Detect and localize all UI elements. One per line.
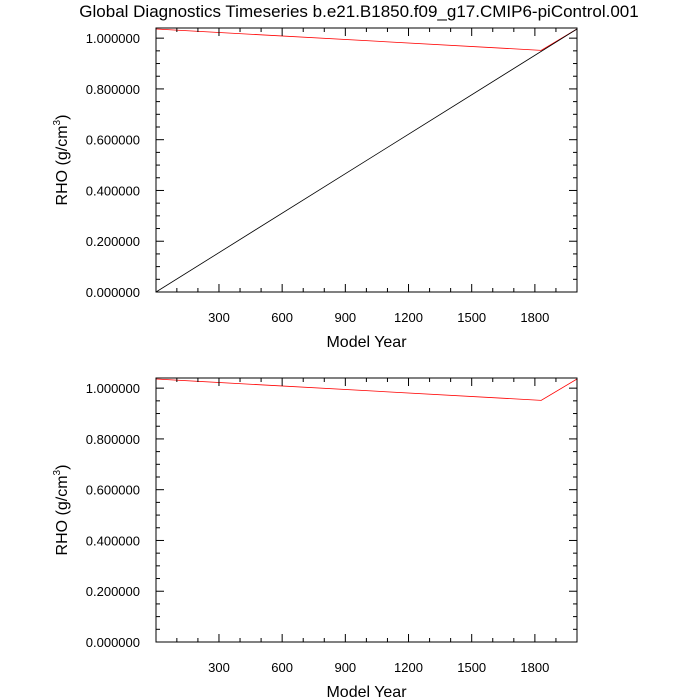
y-tick-label: 0.000000 bbox=[85, 635, 140, 650]
x-tick-label: 1800 bbox=[520, 310, 550, 325]
x-tick-label: 300 bbox=[208, 660, 230, 675]
x-tick-label: 600 bbox=[271, 660, 294, 675]
x-tick-label: 1200 bbox=[394, 660, 423, 675]
y-tick-label: 1.000000 bbox=[85, 31, 140, 47]
y-tick-label: 0.400000 bbox=[85, 183, 140, 199]
y-axis-title bbox=[52, 465, 71, 556]
x-tick-label: 600 bbox=[271, 310, 294, 325]
y-axis-title bbox=[52, 115, 71, 206]
x-axis-title: Model Year bbox=[326, 334, 407, 351]
y-axis-title-main: RHO (g/cm bbox=[54, 125, 71, 206]
x-tick-label: 1500 bbox=[457, 310, 487, 325]
y-tick-label: 1.000000 bbox=[85, 381, 140, 397]
series-line-1 bbox=[156, 29, 577, 292]
y-tick-label: 0.000000 bbox=[85, 285, 140, 300]
y-tick-label: 0.200000 bbox=[85, 234, 140, 250]
plot-frame bbox=[156, 378, 577, 642]
y-tick-label: 0.800000 bbox=[85, 81, 140, 97]
x-tick-label: 1200 bbox=[394, 310, 423, 325]
x-tick-label: 1800 bbox=[520, 660, 550, 675]
y-axis-title-tail: ) bbox=[54, 114, 71, 120]
y-axis-title-superscript: 3 bbox=[52, 119, 63, 126]
y-axis-title-superscript: 3 bbox=[52, 469, 63, 476]
x-axis-title: Model Year bbox=[326, 684, 407, 700]
x-tick-label: 900 bbox=[334, 660, 357, 675]
x-tick-label: 900 bbox=[334, 310, 357, 325]
y-tick-label: 0.400000 bbox=[85, 533, 140, 549]
bottom-panel bbox=[52, 378, 577, 700]
y-axis-title-tail: ) bbox=[54, 464, 71, 470]
figure-title: Global Diagnostics Timeseries b.e21.B1850.f09_g17.CMIP6-piControl.001 bbox=[79, 2, 639, 21]
y-tick-label: 0.200000 bbox=[85, 584, 140, 600]
y-tick-label: 0.600000 bbox=[85, 482, 140, 498]
x-tick-label: 300 bbox=[208, 310, 230, 325]
y-tick-label: 0.600000 bbox=[85, 132, 140, 148]
y-tick-label: 0.800000 bbox=[85, 431, 140, 447]
y-axis-title-main: RHO (g/cm bbox=[54, 475, 71, 556]
x-tick-label: 1500 bbox=[457, 660, 487, 675]
top-panel bbox=[52, 28, 577, 351]
